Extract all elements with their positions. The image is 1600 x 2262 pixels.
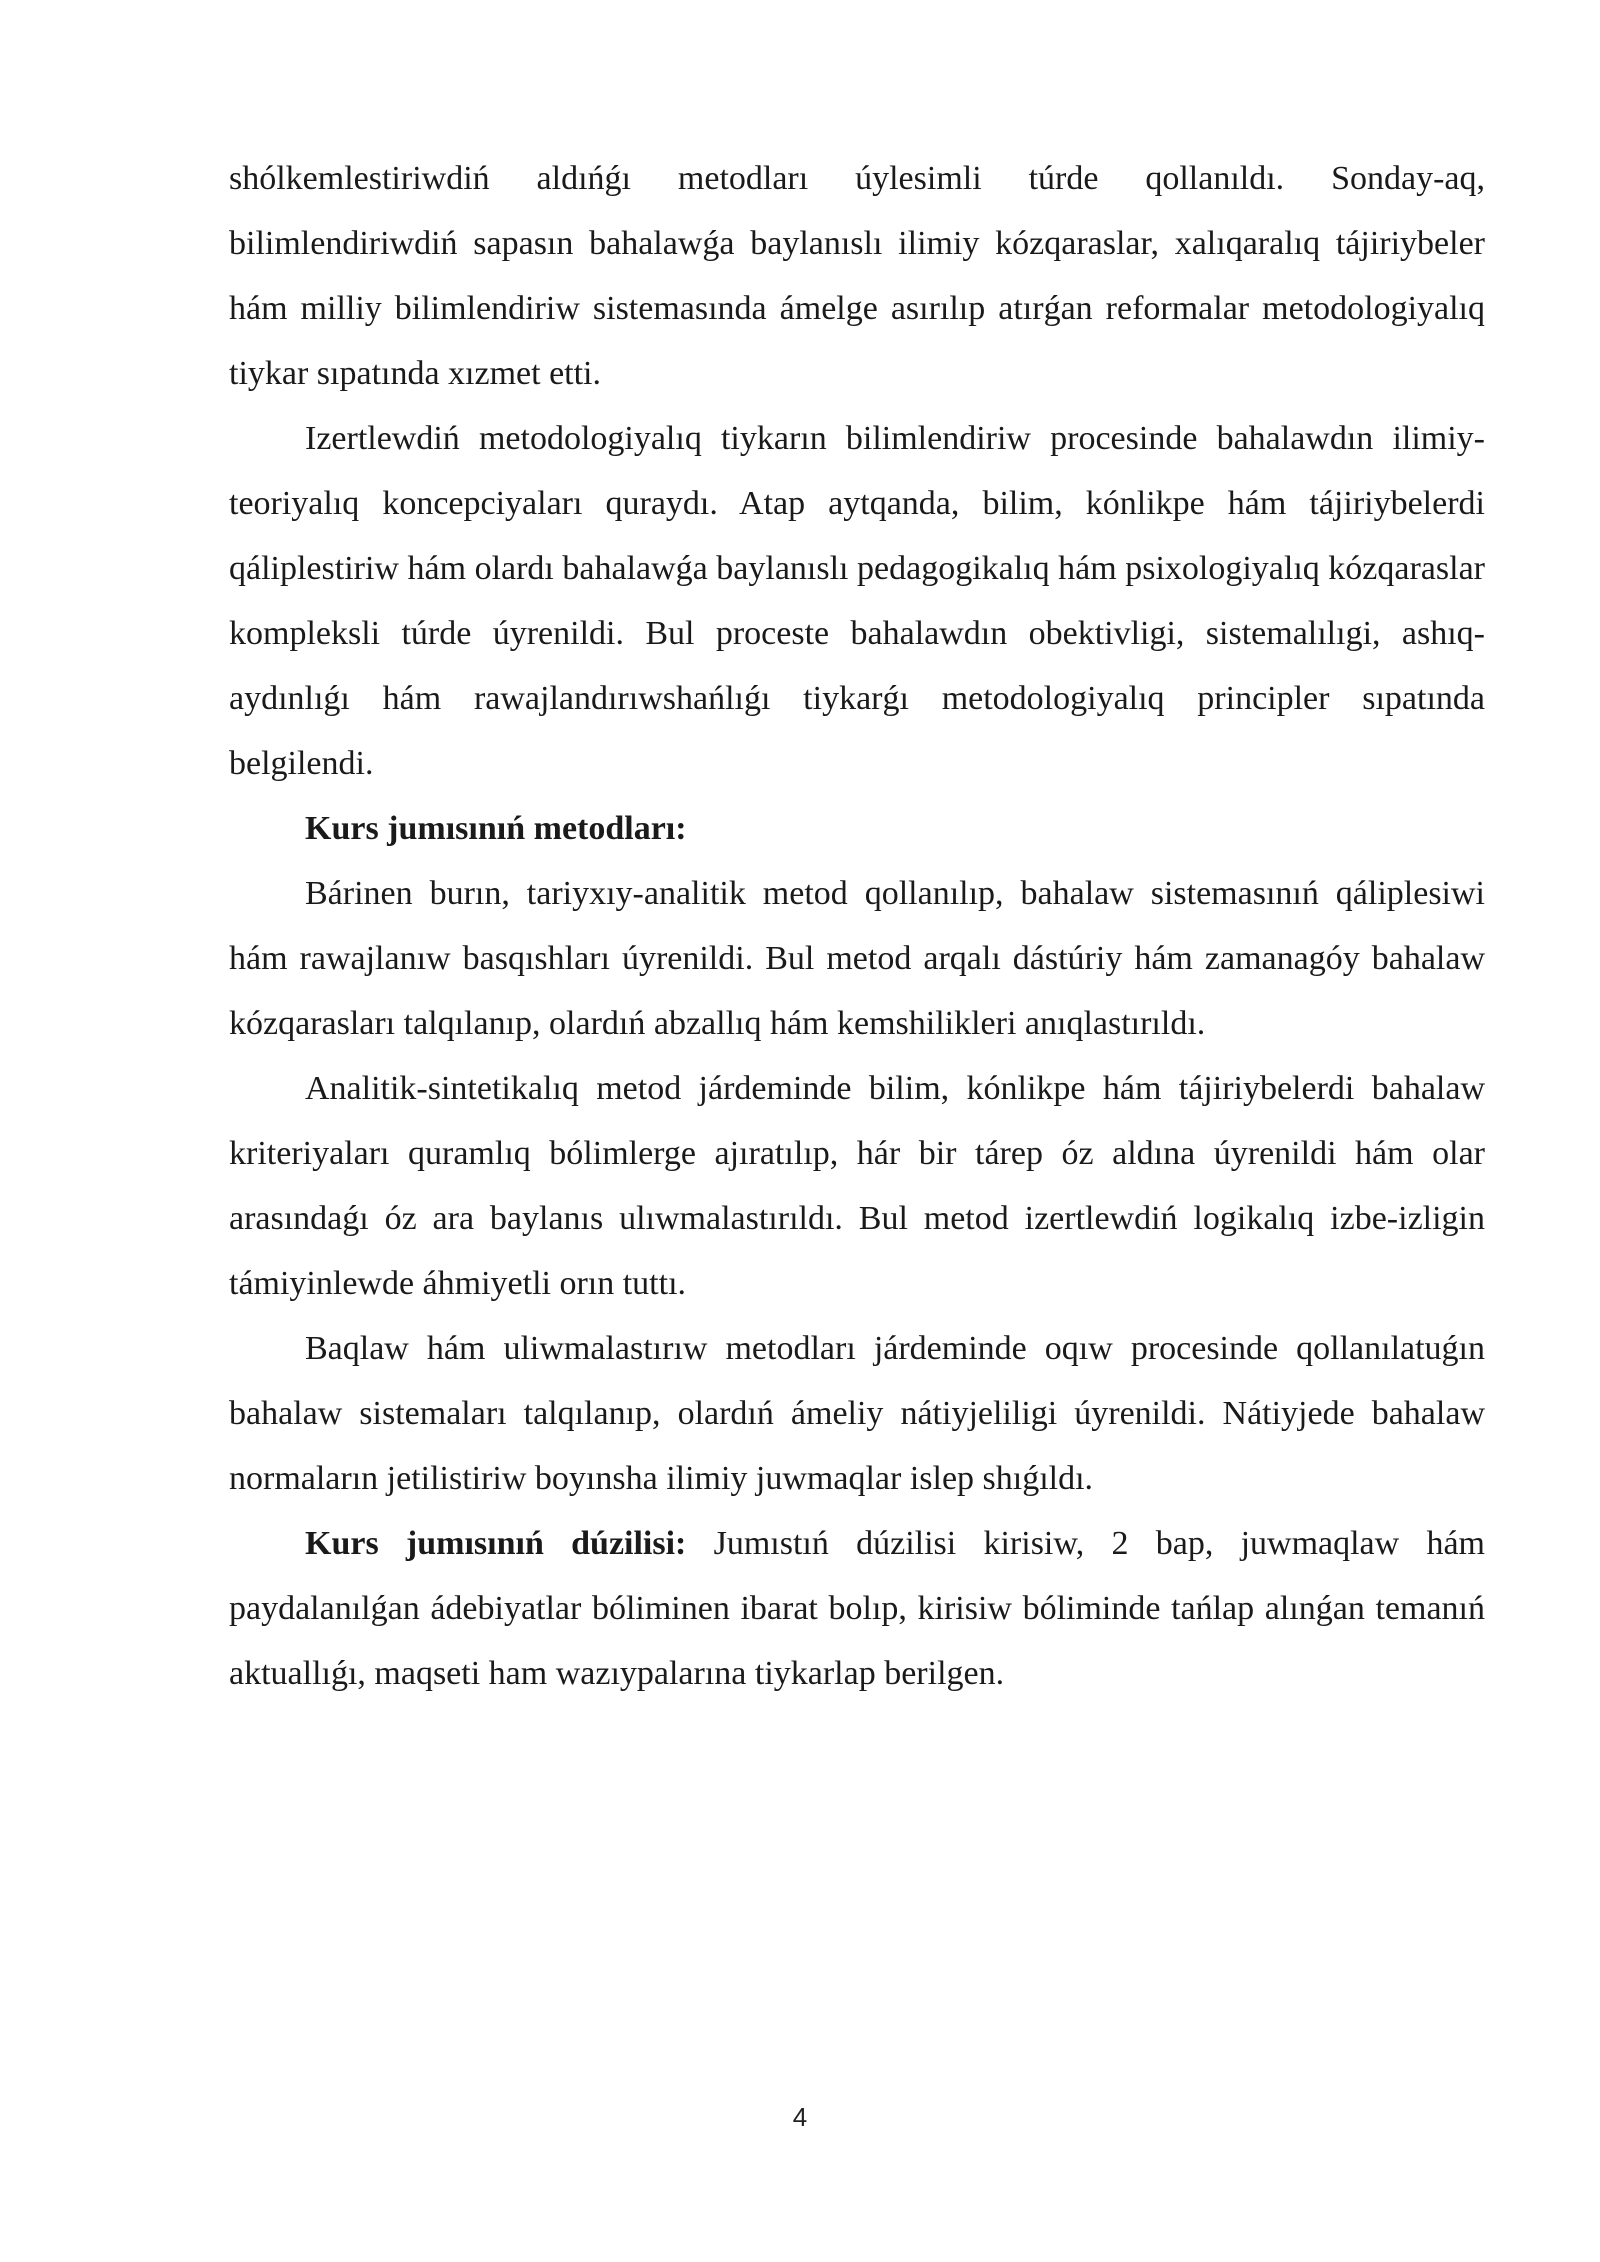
page-number: 4: [792, 2102, 808, 2132]
paragraph-continuation: shólkemlestiriwdiń aldıńǵı metodları úylesimli túrde qollanıldı. Sonday-aq, bilimlendiriwdiń sapasın bahalawǵa baylanıslı ilimiy kózqaraslar, xalıqaralıq tájiriybeler hám milliy bilimlendiriw sistemasında ámelge asırılıp atırǵan reformalar metodologiyalıq tiykar sıpatında xızmet etti.: [229, 160, 1485, 392]
structure-text: Jumıstıń dúzilisi kirisiw, 2 bap, juwmaqlaw hám paydalanılǵan ádebiyatlar bóliminen ibarat bolıp, kirisiw bóliminde tańlap alınǵan temanıń aktuallıǵı, maqseti ham wazıypalarına tiykarlap berilgen.: [229, 1525, 1485, 1692]
paragraph-analytic-method: Analitik-sintetikalıq metod járdeminde bilim, kónlikpe hám tájiriybelerdi bahalaw kriteriyaları quramlıq bólimlerge ajıratılıp, hár bir tárep óz aldına úyrenildi hám olar arasındaǵı óz ara baylanıs ulıwmalastırıldı. Bul metod izertlewdiń logikalıq izbe-izligin támiyinlewde áhmiyetli orın tuttı.: [229, 1070, 1485, 1302]
paragraph-structure: [229, 1511, 1485, 1706]
heading-methods: Kurs jumısınıń metodları:: [305, 810, 687, 847]
page-body: [229, 146, 1485, 1706]
paragraph-historical-method: Bárinen burın, tariyxıy-analitik metod qollanılıp, bahalaw sistemasınıń qáliplesiwi hám rawajlanıw basqıshları úyrenildi. Bul metod arqalı dástúriy hám zamanagóy bahalaw kózqarasları talqılanıp, olardıń abzallıq hám kemshilikleri anıqlastırıldı.: [229, 875, 1485, 1042]
structure-label: Kurs jumısınıń dúzilisi:: [305, 1525, 687, 1562]
paragraph-observation-method: Baqlaw hám uliwmalastırıw metodları járdeminde oqıw procesinde qollanılatuǵın bahalaw sistemaları talqılanıp, olardıń ámeliy nátiyjeliligi úyrenildi. Nátiyjede bahalaw normaların jetilistiriw boyınsha ilimiy juwmaqlar islep shıǵıldı.: [229, 1330, 1485, 1497]
paragraph-methodology: Izertlewdiń metodologiyalıq tiykarın bilimlendiriw procesinde bahalawdın ilimiy-teoriyalıq koncepciyaları quraydı. Atap aytqanda, bilim, kónlikpe hám tájiriybelerdi qáliplestiriw hám olardı bahalawǵa baylanıslı pedagogikalıq hám psixologiyalıq kózqaraslar kompleksli túrde úyrenildi. Bul proceste bahalawdın obektivligi, sistemalılıgi, ashıq-aydınlıǵı hám rawajlandırıwshańlıǵı tiykarǵı metodologiyalıq principler sıpatında belgilendi.: [229, 420, 1485, 782]
